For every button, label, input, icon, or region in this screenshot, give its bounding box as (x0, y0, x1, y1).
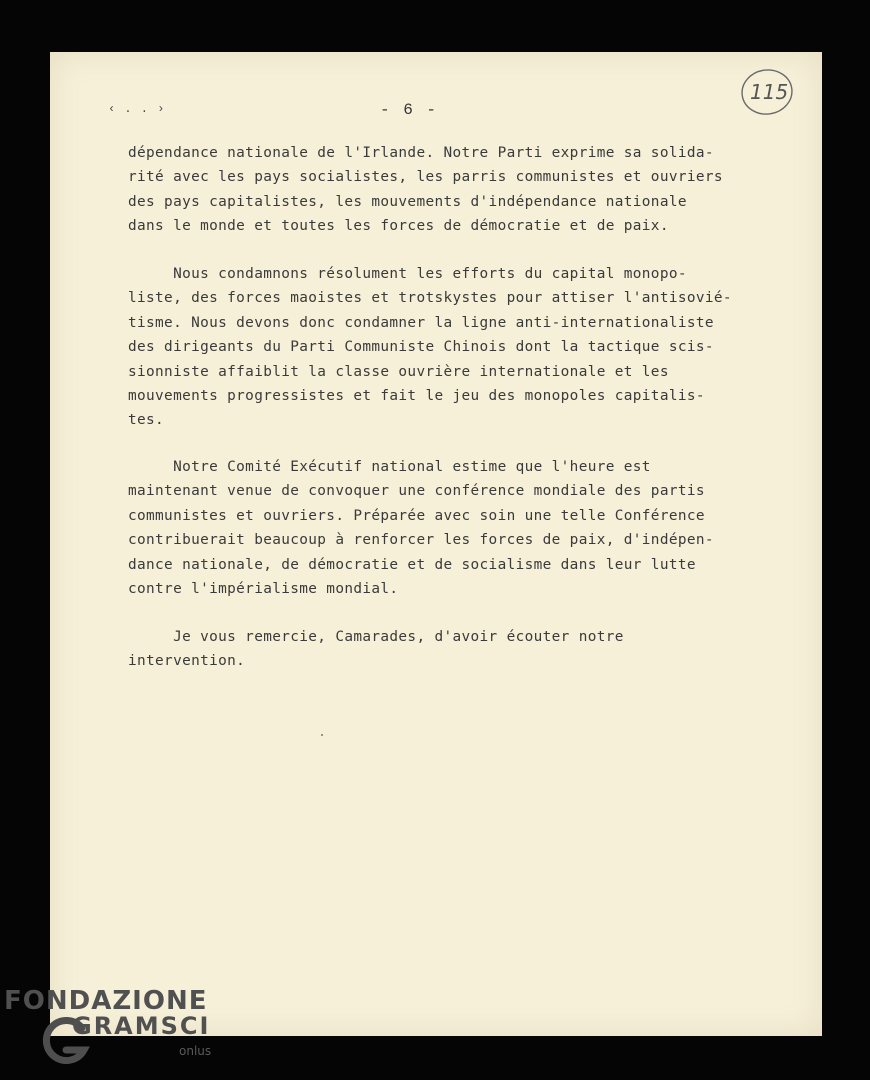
folio-number: 115 (750, 80, 789, 104)
page-number: - 6 - (380, 101, 439, 119)
watermark-line1: FONDAZIONE (4, 986, 208, 1016)
watermark-line2: GRAMSCI (72, 1012, 211, 1040)
paragraph-3: Notre Comité Exécutif national estime que l'heure est maintenant venue de convoquer une conférence mondiale des partis communistes et ouvriers. Préparée avec soin une telle Conférence contribuerait beaucoup à renforcer les forces de paix, d'indépen- dance nationale, de démocratie et de socialisme dans leur lutte contre l'impérialisme mondial. (128, 459, 714, 598)
ink-speck (321, 734, 323, 736)
paragraph-1: dépendance nationale de l'Irlande. Notre Parti exprime sa solida- rité avec les pays socialistes, les parris communistes et ouvriers des pays capitalistes, les mouvements d'indépendance nationale dans le monde et toutes les forces de démocratie et de paix. (128, 145, 723, 235)
paragraph-2: Nous condamnons résolument les efforts du capital monopo- liste, des forces maoistes et trotskystes pour attiser l'antisovié- tisme. Nous devons donc condamner la ligne anti-internationaliste des dirigeants du Parti Communiste Chinois dont la tactique scis- sionniste affaiblit la classe ouvrière internationale et les mouvements progressistes et fait le jeu des monopoles capitalis- tes. (128, 266, 732, 429)
archive-watermark (4, 986, 224, 1076)
paragraph-4: Je vous remercie, Camarades, d'avoir écouter notre intervention. (128, 629, 624, 670)
header-marks: ‹ . . › (108, 102, 166, 116)
watermark-suffix: onlus (179, 1044, 212, 1058)
folio-stamp (740, 67, 794, 117)
